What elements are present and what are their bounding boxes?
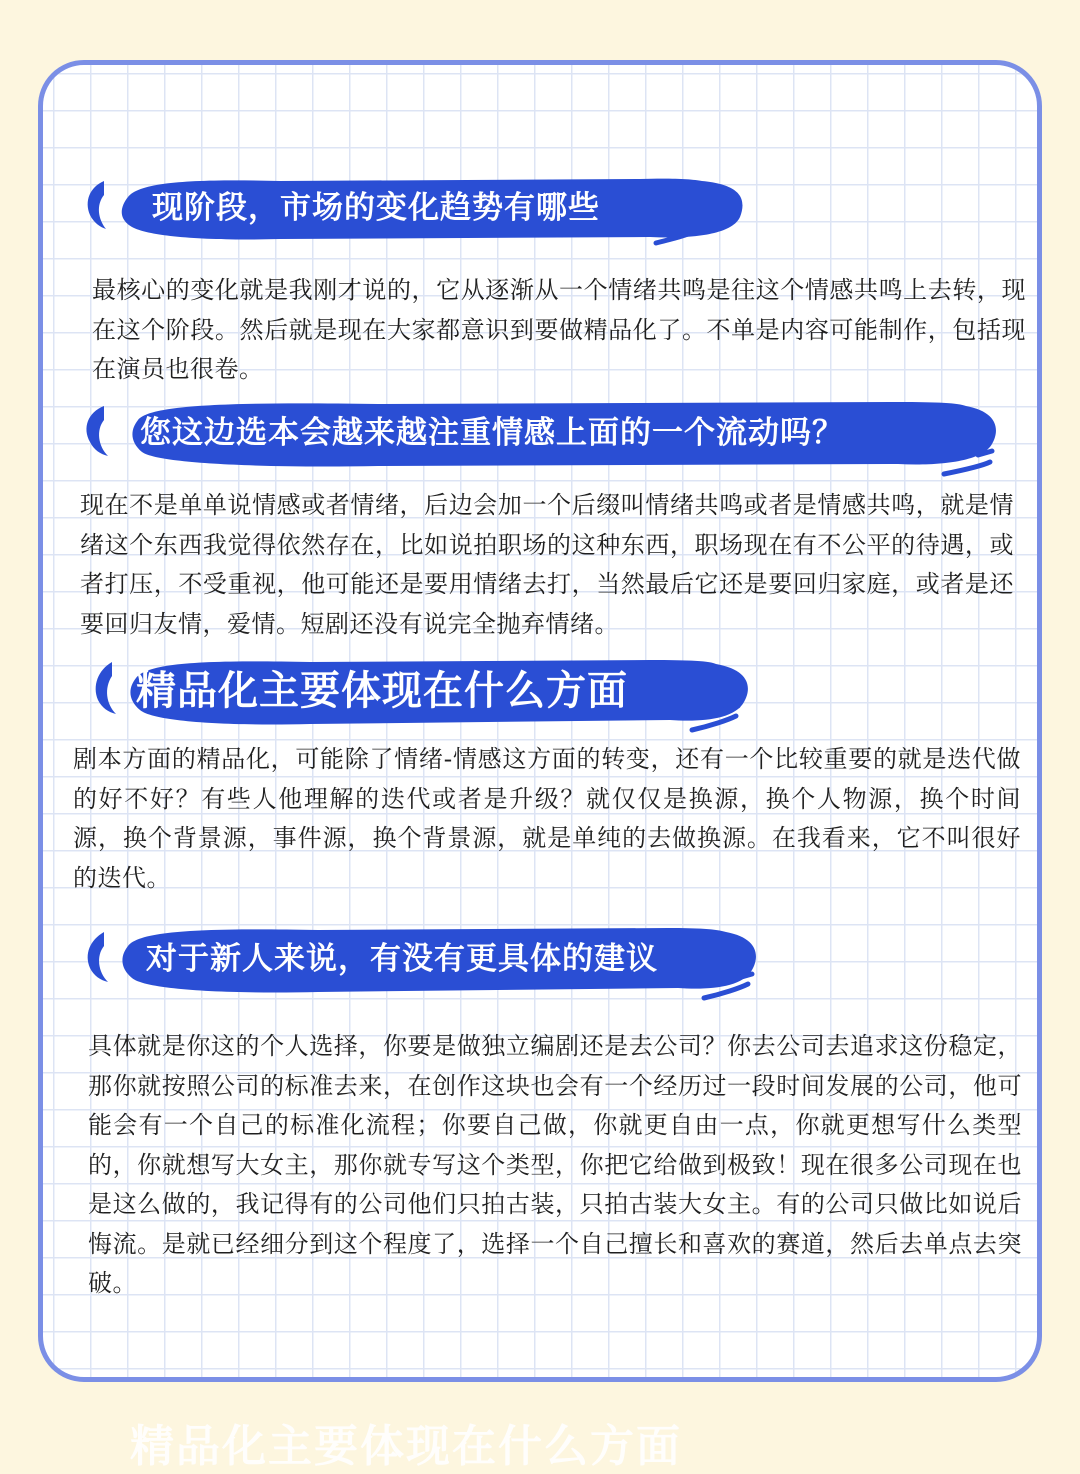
section-2-heading-text: 您这边选本会越来越注重情感上面的一个流动吗？ [140,415,844,451]
section-2-body: 现在不是单单说情感或者情绪，后边会加一个后缀叫情绪共鸣或者是情感共鸣，就是情绪这个东西我觉得依然存在，比如说拍职场的这种东西，职场现在有不公平的待遇，或者打压，不受重视，他可能还是要用情绪去打，当然最后它还是要回归家庭，或者是还要回归友情，爱情。短剧还没有说完全抛弃情绪。 [80,491,1014,638]
section-1-heading [80,175,720,259]
section-4-heading [78,926,778,1010]
section-3-heading [90,658,760,742]
section-2-heading [78,400,1018,484]
section-3-heading-text: 精品化主要体现在什么方面 [136,668,628,714]
section-1-body: 最核心的变化就是我刚才说的，它从逐渐从一个情绪共鸣是往这个情感共鸣上去转，现在这个阶段。然后就是现在大家都意识到要做精品化了。不单是内容可能制作，包括现在演员也很卷。 [92,276,1026,383]
footer-ghost-text: 精品化主要体现在什么方面 [130,1421,682,1472]
section-3-body: 剧本方面的精品化，可能除了情绪-情感这方面的转变，还有一个比较重要的就是迭代做的好不好？有些人他理解的迭代或者是升级？就仅仅是换源，换个人物源，换个时间源，换个背景源，事件源，换个背景源，就是单纯的去做换源。在我看来，它不叫很好的迭代。 [73,745,1021,892]
section-4-body: 具体就是你这的个人选择，你要是做独立编剧还是去公司？你去公司去追求这份稳定，那你就按照公司的标准去来，在创作这块也会有一个经历过一段时间发展的公司，他可能会有一个自己的标准化流程；你要自己做，你就更自由一点，你就更想写什么类型的，你就想写大女主，那你就专写这个类型，你把它给做到极致！现在很多公司现在也是这么做的，我记得有的公司他们只拍古装，只拍古装大女主。有的公司只做比如说后悔流。是就已经细分到这个程度了，选择一个自己擅长和喜欢的赛道，然后去单点去突破。 [88,1032,1022,1297]
section-1-heading-text: 现阶段，市场的变化趋势有哪些 [152,190,600,226]
section-4-heading-text: 对于新人来说，有没有更具体的建议 [146,941,658,977]
